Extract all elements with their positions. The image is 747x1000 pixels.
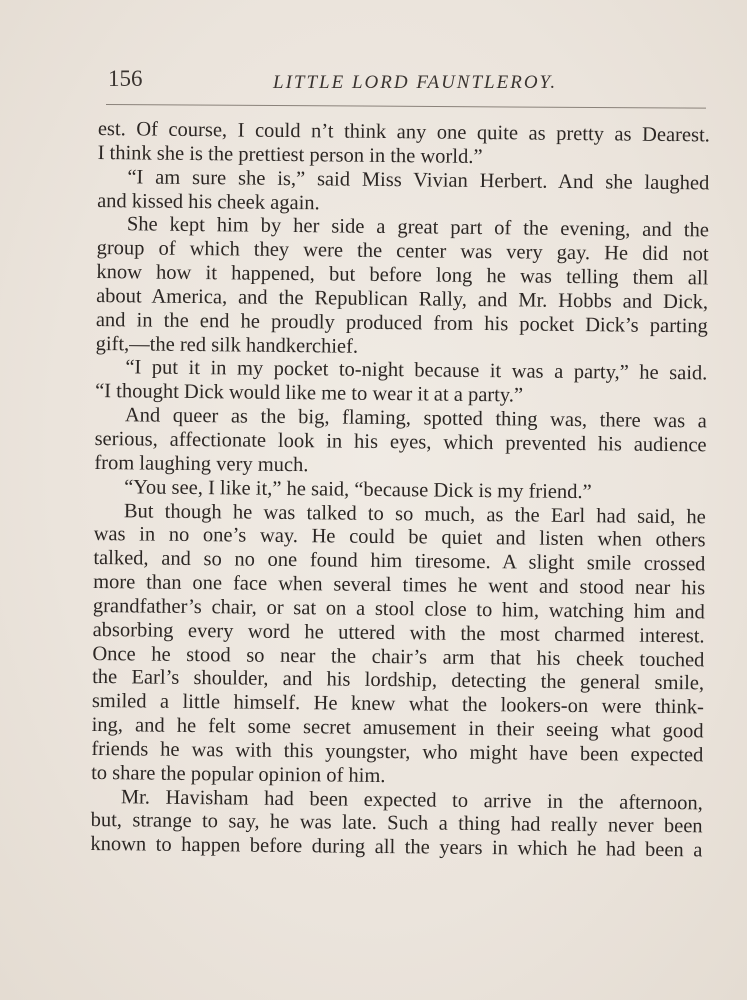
text-line: talked, and so no one found him tiresome. A slight smile crossed [93, 547, 706, 576]
text-line: ing, and he felt some secret amusement in their seeing what good [91, 714, 704, 743]
text-line: And queer as the big, flaming, spotted thing was, there was a [124, 404, 707, 433]
text-line: absorbing every word he uttered with the most charmed interest. [92, 618, 705, 648]
text-line: grandfather’s chair, or sat on a stool close to him, watching him and [92, 594, 705, 624]
header-rule [106, 104, 706, 109]
text-line: about America, and the Republican Rally, and Mr. Hobbs and Dick, [96, 284, 709, 314]
text-line: and kissed his cheek again. [97, 189, 320, 214]
text-line: est. Of course, I could n’t think any one quite as pretty as Dearest. [97, 118, 710, 147]
text-line: know how it happened, but before long he was telling them all [96, 261, 709, 290]
text-line: But though he was talked to so much, as the Earl had said, he [123, 499, 706, 528]
text-line: but, strange to say, he was late. Such a thing had really never been [90, 809, 703, 838]
text-line: group of which they were the center was very gay. He did not [96, 237, 709, 266]
text-line: smiled a little himself. He knew what the lookers-on were think- [91, 690, 704, 719]
text-line: was in no one’s way. He could be quiet and listen when others [93, 523, 706, 552]
body-text [90, 118, 710, 864]
text-line: “I am sure she is,” said Miss Vivian Herbert. And she laughed [127, 165, 710, 195]
running-title: LITTLE LORD FAUNTLEROY. [273, 72, 558, 93]
text-line: friends he was with this youngster, who might have been expected [91, 737, 704, 767]
text-line: and in the end he proudly produced from his pocket Dick’s parting [95, 308, 708, 338]
text-line: serious, affectionate look in his eyes, which prevented his audience [94, 427, 707, 457]
text-line: She kept him by her side a great part of the evening, and the [126, 213, 709, 242]
text-line: more than one face when several times he went and stood near his [93, 571, 706, 600]
text-line: “I thought Dick would like me to wear it at a party.” [95, 380, 524, 407]
text-line: the Earl’s shoulder, and his lordship, detecting the general smile, [92, 666, 705, 695]
text-line: Mr. Havisham had been expected to arrive in the afternoon, [120, 785, 703, 814]
page-number: 156 [108, 66, 143, 91]
text-line: known to happen before during all the years in which he had been a [90, 833, 703, 862]
text-line: “You see, I like it,” he said, “because Dick is my friend.” [124, 475, 592, 503]
text-line: from laughing very much. [94, 451, 309, 477]
text-line: “I put it in my pocket to-night because it was a party,” he said. [125, 356, 708, 385]
text-line: Once he stood so near the chair’s arm that his cheek touched [92, 642, 705, 671]
page-header [108, 62, 708, 102]
text-line: to share the popular opinion of him. [91, 761, 386, 787]
text-line: I think she is the prettiest person in the world.” [97, 141, 483, 168]
text-line: gift,—the red silk handkerchief. [95, 332, 359, 358]
